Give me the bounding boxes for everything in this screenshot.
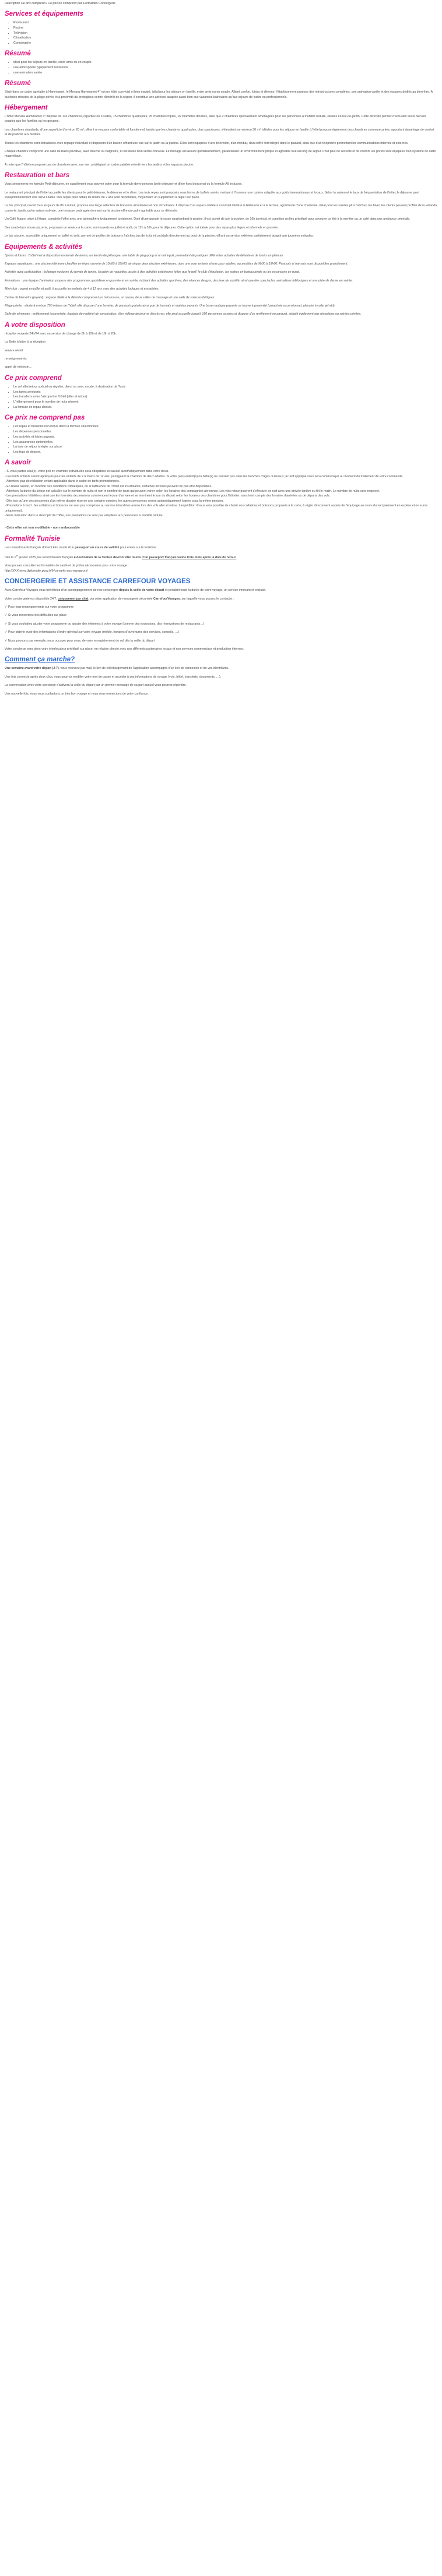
- list-item: • Climatisation: [13, 36, 437, 40]
- disposition-item: renseignements: [5, 357, 27, 361]
- text-span: Dès le 1: [5, 556, 16, 559]
- equipements-paragraph: Salle de séminaire : entièrement insonorisée, équipée de matériel de sonorisation, d'un vidéoprojecteur et d'un écran, elle peut accueillir jusqu'à 180 personnes assises et dispose d'un revêtement en parquet, adapté également aux réceptions ou soirées privées.: [5, 312, 362, 316]
- formalite-paragraph: [5, 545, 437, 550]
- text-span: , via votre application de messagerie sécurisée: [88, 597, 153, 601]
- comment-paragraph: La conversation avec votre concierge s'activera la veille du départ par un premier message de sa part auquel vous pourrez répondre.: [5, 683, 187, 688]
- savoir-line: - En basse saison, en fonction des conditions climatiques, ou si l'affluence de l'hôtel est insuffisante, certaines activités peuvent ne pas être disponibles.: [5, 484, 212, 488]
- text-span: CarrefourVoyages: [153, 597, 180, 601]
- savoir-line: - Les tarifs enfants seront appliqués pour les enfants de 2 à moins de 12 ans, partageant la chambre de deux adultes. Si votre (vos) enfant(s) ou bébé(s) ne rentrent pas dans les tranches d'âges ci-dessus, le tarif appliqué vous sera communiqué au moment du traitement de votre commande.: [5, 474, 404, 478]
- text-span: janvier 2025, les ressortissants français: [18, 556, 74, 559]
- services-list: [5, 20, 437, 45]
- list-item: • Conciergerie: [13, 41, 437, 45]
- check-item: ✓ Si vous rencontrez des difficultés sur place: [5, 614, 67, 618]
- comment-title: Comment ça marche?: [5, 656, 75, 664]
- savoir-title: A savoir: [5, 459, 31, 467]
- equipements-title: Equipements & activités: [5, 243, 82, 251]
- text-span: Vous pouvez consulter les formalités de santé et de police nécessaires pour votre voyage :: [5, 564, 129, 568]
- savoir-line: - Les prestations hôtelières ainsi que les formules de pensions commencent le jour d'arrivée et se terminent le jour du départ selon les horaires des chambres pour l'hôtelier, sans tenir compte des horaires d'arrivées ou de départs des vols.: [5, 494, 331, 498]
- equipements-paragraph: Activités avec participation : éclairage nocturne du terrain de tennis, location de raquettes, accès à des activités extérieures telles que le golf, le club d'équitation, les sorties en bateau pirate ou les excursions en quad.: [5, 270, 300, 274]
- list-item: • La formule de repas choisie.: [13, 405, 437, 410]
- hebergement-paragraph: Les chambres standards, d'une superficie d'environ 20 m², offrent un espace confortable et fonctionnel, tandis que les chambres quadruples, plus spacieuses, s'étendent sur environ 30 m², idéales pour les séjours en famille. L'hôtel propose également des chambres communicantes, apportant davantage de confort et de praticité aux familles.: [5, 128, 434, 137]
- text-span: , vous recevrez par mail, le lien de téléchargement de l'application accompagné d'un lien de connexion et de vos identifiants.: [58, 667, 229, 671]
- ne-comprend-title: Ce prix ne comprend pas: [5, 414, 85, 422]
- resume-title: Résumé: [5, 50, 31, 58]
- disposition-item: appel de médecin…: [5, 365, 33, 369]
- list-item: • idéal pour les séjours en famille, entre amis ou en couple: [13, 60, 437, 65]
- text-span: Avec Carrefour Voyages vous bénéficiez d'un accompagnement de nos concierges: [5, 589, 120, 593]
- list-item: • Les activités et loisirs payants.: [13, 435, 437, 439]
- text-span: , sur laquelle vous pouvez le contacter :: [180, 597, 234, 601]
- top-line: Description Ce prix comprend / Ce prix ne comprend pas Formalités Concergerie: [5, 2, 115, 5]
- savoir-line: - Prestations à bord : les collations et boissons ne sont pas comprises au service à bord des avions lors des vols aller et retour. L'expédition il vous sera possible de choisir vos collations et boissons proposés à la carte, à régler directement auprès de l'équipage au cours du vol (paiement en espèce et en euros uniquement).: [5, 504, 428, 513]
- services-title: Services et équipements: [5, 10, 83, 17]
- formalite-paragraph: [5, 554, 437, 560]
- formalite-paragraph: [5, 563, 437, 573]
- formalite-title: Formalité Tunisie: [5, 535, 61, 542]
- conciergerie-paragraph: [5, 588, 437, 593]
- ne-comprend-list: [5, 424, 437, 454]
- text-span: pour entrer sur le territoire.: [119, 545, 157, 549]
- list-item: • L'hébergement pour le nombre de nuits réservé.: [13, 400, 437, 404]
- savoir-line: - Attention, la durée du séjour est calculée sur le nombre de nuits et non le nombre de jours qui peuvent varier selon les horaires des compagnies aériennes. Les vols retour pourront s'effectuer de nuit avec une arrivée tardive ou tôt le matin. Le nombre de nuits sera respecté.: [5, 489, 380, 493]
- check-item: ✓ Nous pouvons par exemple, nous occuper pour vous, de votre enregistrement de vol dès la veille du départ: [5, 639, 155, 643]
- comprend-list: [5, 385, 437, 410]
- list-item: • Les dépenses personnelles.: [13, 429, 437, 434]
- page: [0, 0, 442, 700]
- disposition-item: service réveil: [5, 348, 23, 353]
- list-item: • Les frais de dossier.: [13, 450, 437, 454]
- list-item: • Télévision: [13, 31, 437, 36]
- text-span: à destination de la Tunisie devront être munis: [73, 556, 142, 559]
- restauration-paragraph: Un Café Maure, situé à l'étage, complète l'offre avec une atmosphère typiquement tunisienne. Doté d'une grande terrasse surplombant la piscine, il est ouvert de juin à octobre, de 16h à minuit, et constitue un lieu privilégié pour savourer un thé à la menthe ou un café dans une ambiance orientale.: [5, 217, 411, 221]
- restauration-paragraph: Le bar piscine, accessible uniquement en juillet et août, permet de profiter de boissons fraîches, jus de fruits et cocktails directement au bord de la piscine, offrant un service extérieur parfaitement adapté aux journées estivales.: [5, 234, 314, 238]
- restauration-paragraph: Le restaurant principal de l'hôtel accueille les clients pour le petit déjeuner, le déjeuner et le dîner. Les trois repas sont proposés sous forme de buffets variés, mettant à l'honneur une cuisine adaptée aux goûts internationaux et locaux. Selon la saison et le taux de fréquentation de l'hôtel, le déjeuner peut exceptionnellement être servi à table. Des repas pour bébés de moins de 2 ans sont disponibles, moyennant un supplément à régler sur place.: [5, 191, 419, 200]
- conciergerie-paragraph: Votre concierge sera alors votre interlocuteur privilégié sur place, en relation directe avec nos différents partenaires locaux et nos services commerciaux et production internes.: [5, 647, 244, 651]
- check-item: ✓ Si vous souhaitez ajuster votre programme ou ajouter des éléments à votre voyage (comme des excursions, des réservations de restaurants…): [5, 622, 205, 626]
- non-modifiable-notice: - Cette offre est non modifiable - non remboursable: [5, 526, 80, 530]
- conciergerie-title: CONCIERGERIE ET ASSISTANCE CARREFOUR VOYAGES: [5, 578, 191, 586]
- resume-text: Situé dans un cadre agréable à Hammamet, le Menara Hammamet 4* est un hôtel convivial et bien équipé, idéal pour les séjours en famille, entre amis ou en couple. Alliant confort, loisirs et détente, l'établissement propose des infrastructures complètes, une animation variée et des espaces dédiés au bien-être. À quelques minutes de la plage privée et à proximité du prestigieux centre d'intérêt de la région, il constitue une adresse adaptée aussi bien aux vacances balnéaires qu'aux séjours de loisirs ou professionnels.: [5, 90, 433, 99]
- text-span: er: [16, 554, 18, 558]
- restauration-paragraph: Vous séjournerez en formule Petit-déjeuner, en supplément vous pouvez opter pour la formule demi-pension (petit-déjeuner et dîner hors boissons) ou la formule All Inclusive.: [5, 182, 243, 186]
- disposition-item: La Boite à lettre à la réception: [5, 340, 46, 344]
- restauration-paragraph: Le bar principal, ouvert tous les jours de 8h à minuit, propose une large sélection de boissons alcoolisées et non alcoolisées. Il dispose d'un espace intérieur convivial dédié à la télévision et à la lecture, agrémenté d'une cheminée, idéal pour les soirées plus fraîches. En hiver, les clients peuvent profiter de la véranda couverte, tandis qu'en saison estivale, une terrasse ombragée donnant sur la piscine offre un cadre agréable pour se détendre.: [5, 204, 437, 213]
- savoir-block: [5, 469, 437, 518]
- equipements-paragraph: Animations : une équipe d'animation propose des programmes quotidiens en journée et en soirée, incluant des activités sportives, des séances de gym, des jeux de société, ainsi que des spectacles, animations folkloriques et une piste de danse en soirée.: [5, 279, 353, 283]
- check-item: ✓ Pour obtenir avoir des informations d'ordre général sur votre voyage (météo, horaires d'ouvertures des services, conseils, …): [5, 630, 180, 635]
- comment-paragraph: [5, 666, 437, 671]
- equipements-paragraph: Espaces aquatiques : une piscine intérieure chauffée en hiver, ouverte de 10h00 à 18h00, ainsi que deux piscines extérieures, dont une pour enfants et une pour adultes, accessibles de 9h00 à 19h00. Parasols et transats sont disponibles gratuitement.: [5, 262, 348, 266]
- hebergement-title: Hébergement: [5, 104, 48, 111]
- resume-list: [5, 60, 437, 75]
- equipements-paragraph: Mini-club : ouvert en juillet et août, il accueille les enfants de 4 à 12 ans avec des activités ludiques et encadrées.: [5, 287, 159, 291]
- hebergement-paragraph: À noter que l'hôtel ne propose pas de chambres avec vue mer, privilégiant un cadre paisible orienté vers les jardins et les espaces piscine.: [5, 163, 194, 167]
- savoir-line: - Si vous partez seul(e), votre prix en chambre individuelle sera obligatoire et calculé automatiquement dans votre devis.: [5, 470, 169, 474]
- resume-title-2: Résumé: [5, 80, 31, 87]
- conciergerie-paragraph: [5, 597, 437, 601]
- list-item: • Restaurant: [13, 20, 437, 25]
- disposition-item: réception ouverte 24h/24 avec un service de change de 8h à 12h et de 16h à 20h.: [5, 332, 117, 336]
- equipements-paragraph: Centre de bien-être (payant) : espace dédié à la détente comprenant un bain maure, un sauna, deux salles de massage et une salle de soins esthétiques.: [5, 295, 215, 299]
- hebergement-paragraph: Chaque chambre comprend une salle de bains privative, avec douche ou baignoire, et est dotée d'un sèche-cheveux. Le ménage est assuré quotidiennement, garantissant un environnement propre et agréable tout au long du séjour. Pour plus de sécurité et de confort, les portes sont équipées d'un système de carte magnétique.: [5, 150, 436, 158]
- text-span: passeport en cours de validité: [75, 545, 120, 549]
- comment-paragraph: Une fois connecté après deux clics, vous pourrez modifier votre mot de passe et accéder à vos informations de voyage (vols, hôtel, transferts, documents, …).: [5, 675, 222, 679]
- text-span: uniquement par chat: [58, 597, 89, 601]
- text-span: depuis la veille de votre départ: [119, 589, 164, 593]
- hebergement-paragraph: Toutes les chambres sont climatisées avec réglage individuel et disposent d'un balcon offrant une vue sur le jardin ou la piscine. Elles sont équipées d'une télévision, d'un minibar, d'un coffre-fort intégré dans le placard, ainsi que d'un téléphone permettant les communications internes et externes.: [5, 141, 409, 145]
- list-item: • Le vol aller/retour spécial ou régulier, direct ou avec escale, à destination de Tunis: [13, 385, 437, 389]
- comprend-title: Ce prix comprend: [5, 374, 62, 382]
- text-span: Une semaine avant votre départ (J-7): [5, 667, 59, 671]
- equipements-paragraph: Plage privée : située à environ 750 mètres de l'hôtel, elle dispose d'une buvette, de parasols gratuits ainsi que de transats et matelas payants. Une base nautique payante se trouve à proximité (parachute ascensionnel, planche à voile, jet-ski).: [5, 304, 336, 308]
- list-item: • Les assurances optionnelles.: [13, 440, 437, 445]
- comment-paragraph: Une nouvelle fois, nous vous souhaitons un très bon voyage et nous vous remercions de votre confiance.: [5, 692, 149, 696]
- list-item: • une atmosphère typiquement tunisienne: [13, 65, 437, 70]
- savoir-line: - Attention, pas de réduction enfant applicable dans le cadre de tarifs promotionnels.: [5, 480, 120, 484]
- disposition-title: A votre disposition: [5, 321, 65, 329]
- savoir-line: - Dès lors qu'une des personnes d'un même dossier réserve une certaine pension, les autres personnes seront automatiquement logées sous la même pension.: [5, 499, 224, 503]
- hebergement-paragraph: L'hôtel Menara Hammamet 4* dispose de 131 chambres, réparties en 3 suites, 15 chambres quadruples, 95 chambres triples, 16 chambres doubles, ainsi que 2 chambres spécialement aménagées pour les personnes à mobilité réduite, situées en rez-de-jardin. Cette diversité permet d'accueillir aussi bien les couples que les familles ou les groupes.: [5, 115, 427, 124]
- list-item: • une animation variée: [13, 71, 437, 75]
- text-span: Les ressortissants français doivent être munis d'un: [5, 545, 75, 549]
- text-span: Votre conciergerie est disponible 24/7,: [5, 597, 58, 601]
- list-item: • Les repas et boissons non inclus dans la formule sélectionnée.: [13, 424, 437, 429]
- list-item: • Les taxes aéroports: [13, 390, 437, 394]
- text-span: et pendant toute la durée de votre voyage, un service innovant et exclusif.: [164, 589, 266, 593]
- check-item: ✓ Pour tous renseignements sur votre programme: [5, 605, 74, 609]
- savoir-line: -Seuls indication dans le descriptif de l'offre, nos prestations ne sont pas adaptées aux personnes à mobilité réduite.: [5, 514, 164, 518]
- list-item: • Les transferts entre l'aéroport et l'hôtel (aller et retour).: [13, 394, 437, 399]
- list-item: • La taxe de séjour à régler sur place.: [13, 445, 437, 449]
- restauration-paragraph: Des snack-bars et une pizzeria, proposant un service à la carte, sont ouverts en juillet et août, de 12h à 16h, pour le déjeuner. Cette option est idéale pour des repas plus légers et informels en journée.: [5, 225, 279, 230]
- restauration-title: Restauration et bars: [5, 172, 70, 179]
- text-span: d'un passeport français valide trois mois après la date de retour.: [142, 556, 237, 559]
- equipements-paragraph: Sports et loisirs : l'hôtel met à disposition un terrain de tennis, un terrain de pétanque, une table de ping-pong et un mini-golf, permettant de pratiquer différentes activités de détente et de loisirs en plein air.: [5, 253, 284, 258]
- list-item: • Piscine: [13, 26, 437, 30]
- diplomatie-link[interactable]: http://XXX.www.diplomatie.gouv.fr/fr/conseils-aux-voyageurs/: [5, 569, 88, 573]
